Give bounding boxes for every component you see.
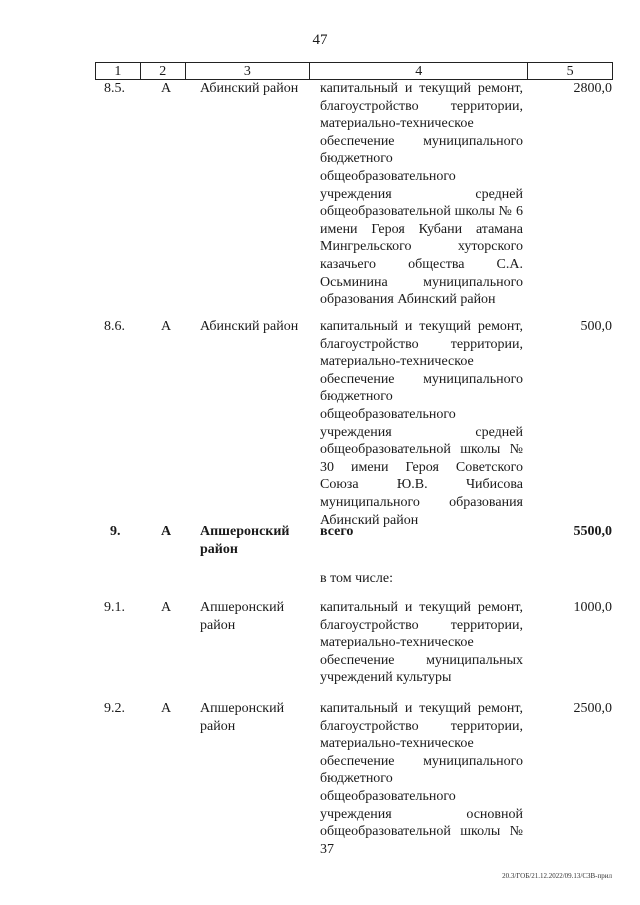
row-description: капитальный и текущий ремонт, благоустройство территории, материально-техническое обеспечение муниципальных учреждений культуры [320,600,523,686]
table-header [95,62,613,80]
row-number: 9.2. [104,701,125,716]
row-number: 9. [110,524,121,539]
header-col-1: 1 [96,63,141,79]
row-category: А [161,701,172,716]
row-category: А [161,524,172,539]
row-district: Абинский район [200,319,299,334]
row-amount: 2800,0 [573,81,612,96]
row-number: 8.5. [104,81,125,96]
header-col-4: 4 [310,63,528,79]
header-col-5: 5 [566,64,574,79]
header-col-3: 3 [186,63,311,79]
row-number: 8.6. [104,319,125,334]
row-category: А [161,319,172,334]
row-description: капитальный и текущий ремонт, благоустройство территории, материально-техническое обеспечение муниципального бюджетного общеобразовательного учреждения основной общеобразовательной школы № 37 [320,701,523,857]
row-amount: 500,0 [580,319,612,334]
row-district: Абинский район [200,81,299,96]
row-description: капитальный и текущий ремонт, благоустройство территории, материально-техническое обеспечение муниципального бюджетного общеобразовательного учреждения средней общеобразовательной школы № 6 имени Героя Кубани атамана Мингрельского хуторского казачьего общества С.А. Осьминина муниципального образования Абинский район [320,81,523,308]
row-description: в том числе: [320,571,393,586]
row-number: 9.1. [104,600,125,615]
header-col-2: 2 [141,63,186,79]
page-number: 47 [312,32,328,48]
row-description: капитальный и текущий ремонт, благоустройство территории, материально-техническое обеспечение муниципального бюджетного общеобразовательного учреждения средней общеобразовательной школы № 30 имени Героя Советского Союза Ю.В. Чибисова муниципального образования Абинский район [320,319,523,528]
row-description: всего [320,524,354,539]
row-amount: 1000,0 [573,600,612,615]
row-category: А [161,81,172,96]
row-category: А [161,600,172,615]
row-district: Апшеронский район [200,524,290,557]
row-amount: 5500,0 [573,524,612,539]
document-footer-code: 20.3/ГОБ/21.12.2022/09.13/СЗВ-прил [502,872,612,880]
row-district: Апшеронский район [200,600,285,633]
row-amount: 2500,0 [573,701,612,716]
row-district: Апшеронский район [200,701,285,734]
